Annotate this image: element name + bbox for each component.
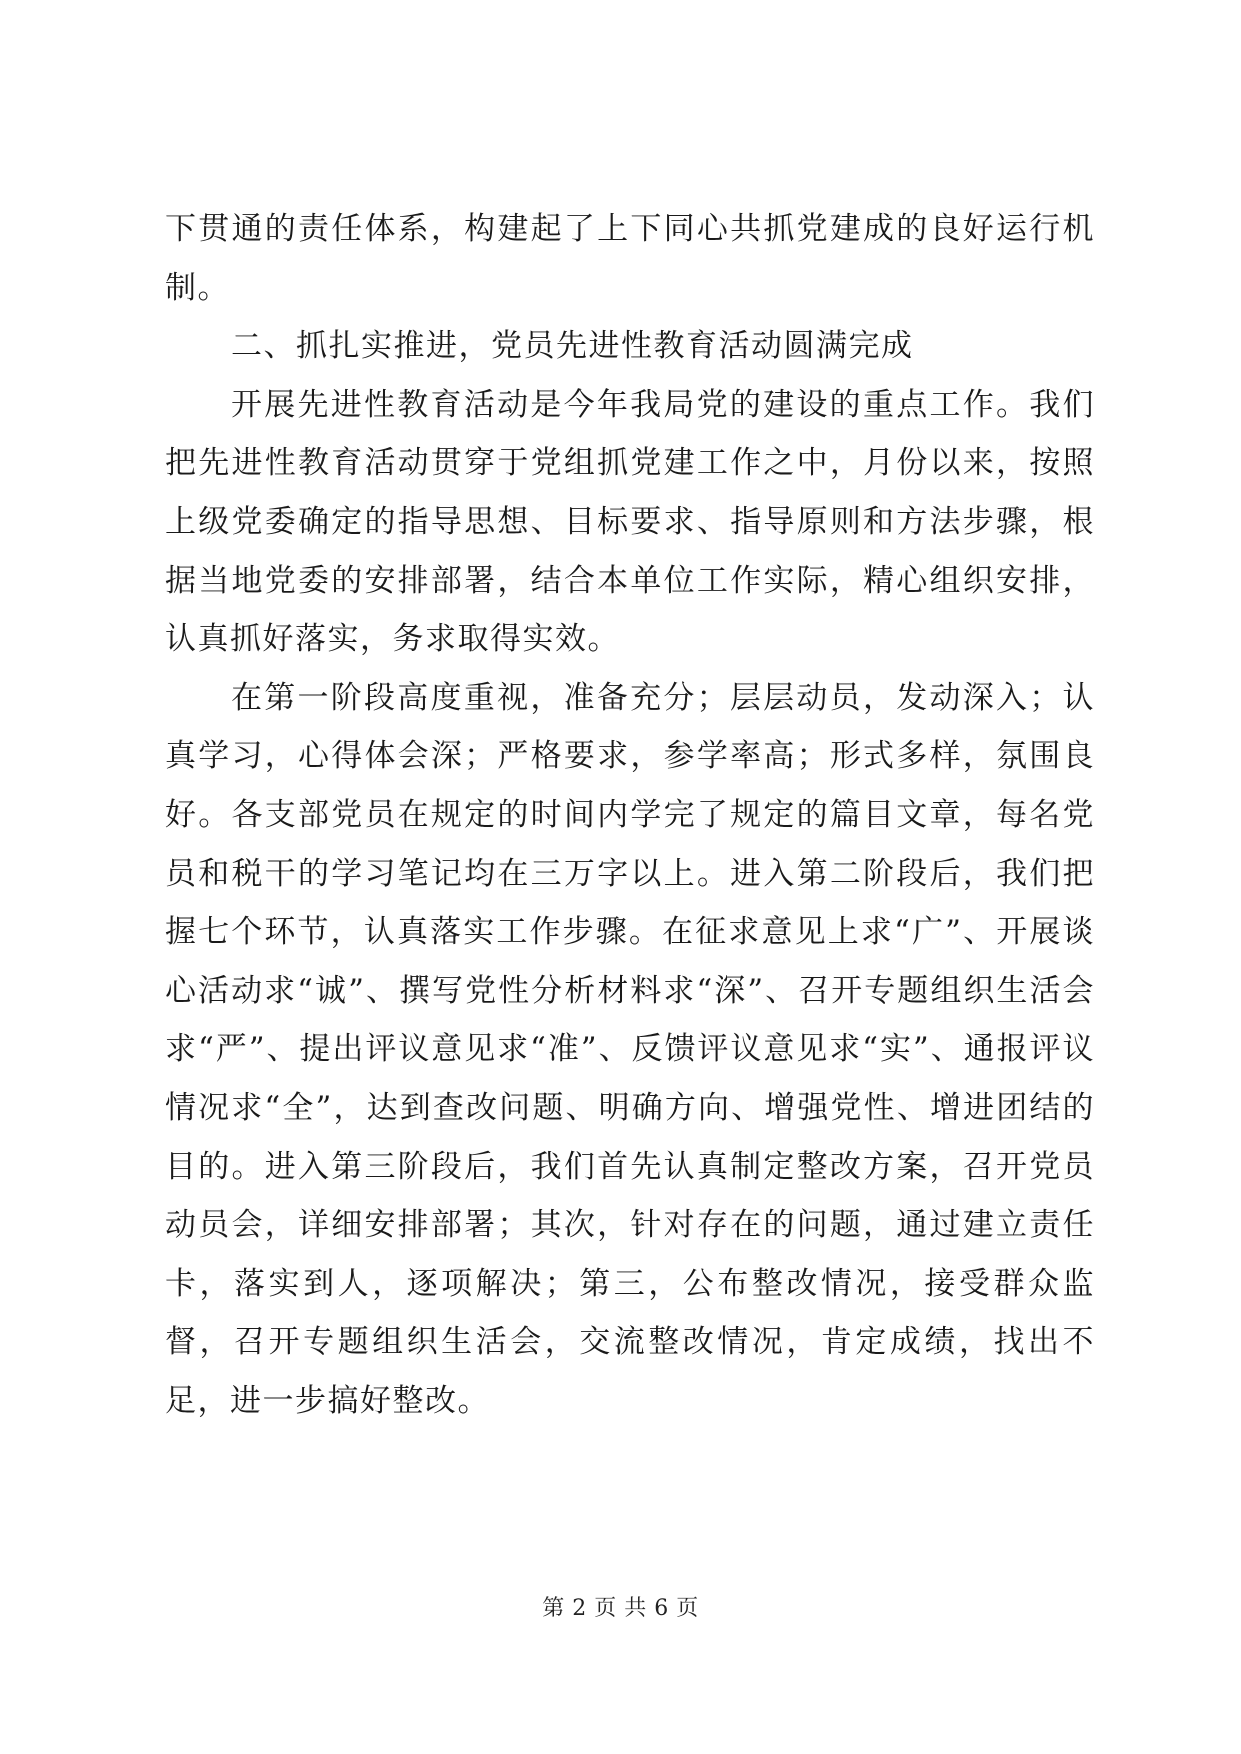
page-number-footer: 第 2 页 共 6 页 — [542, 1596, 699, 1621]
paragraph-activity-stages: 在第一阶段高度重视，准备充分；层层动员，发动深入；认真学习，心得体会深；严格要求，参学率高；形式多样，氛围良好。各支部党员在规定的时间内学完了规定的篇目文章，每名党员和税干的学习笔记均在三万字以上。进入第二阶段后，我们把握七个环节，认真落实工作步骤。在征求意见上求“广”、开展谈心活动求“诚”、撰写党性分析材料求“深”、召开专题组织生活会求“严”、提出评议意见求“准”、反馈评议意见求“实”、通报评议情况求“全”，达到查改问题、明确方向、增强党性、增进团结的目的。进入第三阶段后，我们首先认真制定整改方案，召开党员动员会，详细安排部署；其次，针对存在的问题，通过建立责任卡，落实到人，逐项解决；第三，公布整改情况，接受群众监督，召开专题组织生活会，交流整改情况，肯定成绩，找出不足，进一步搞好整改。 — [165, 679, 1095, 1419]
document-body — [165, 200, 1095, 1430]
section-heading: 二、抓扎实推进，党员先进性教育活动圆满完成 — [231, 328, 914, 365]
paragraph-activity-overview: 开展先进性教育活动是今年我局党的建设的重点工作。我们把先进性教育活动贯穿于党组抓党建工作之中，月份以来，按照上级党委确定的指导思想、目标要求、指导原则和方法步骤，根据当地党委的安排部署，结合本单位工作实际，精心组织安排，认真抓好落实，务求取得实效。 — [165, 386, 1095, 658]
paragraph-continuation: 下贯通的责任体系，构建起了上下同心共抓党建成的良好运行机制。 — [165, 211, 1095, 306]
